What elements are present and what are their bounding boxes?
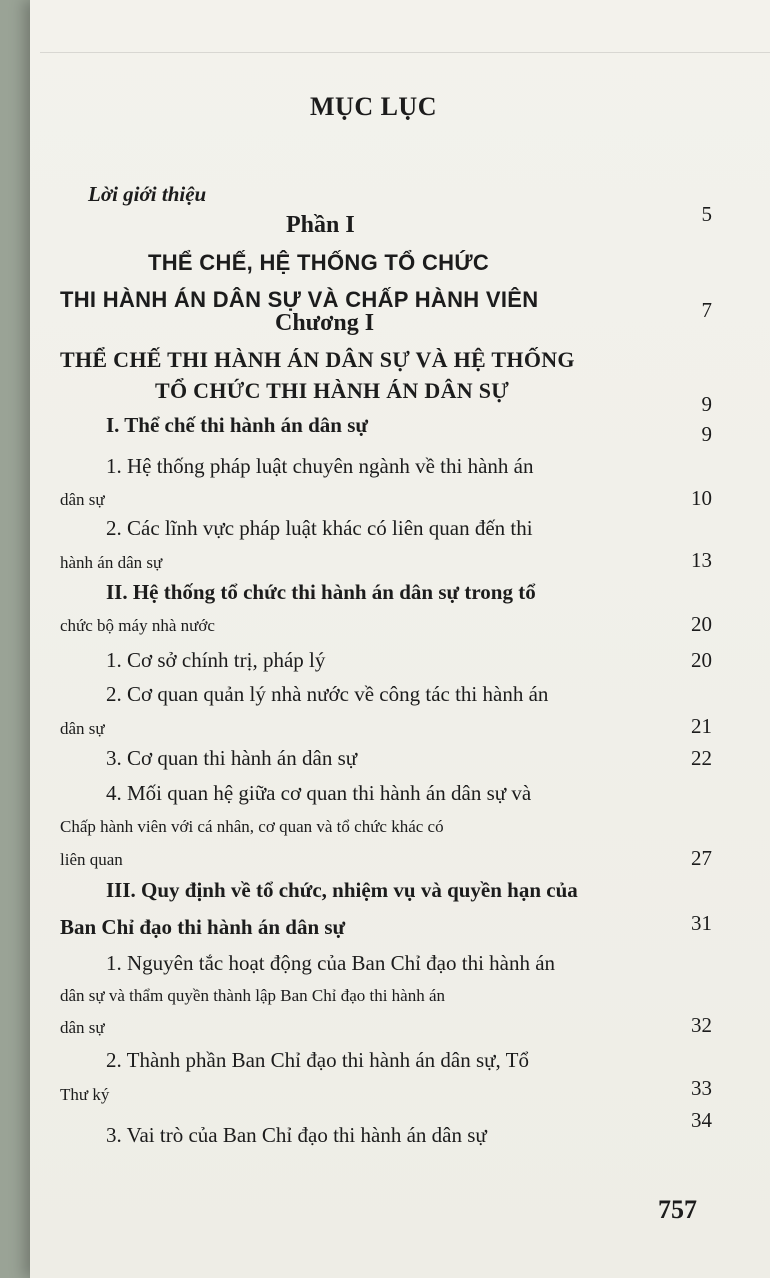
part-page: 7	[701, 298, 712, 322]
toc-entry-title: 1. Hệ thống pháp luật chuyên ngành về thi hành án	[106, 454, 534, 478]
toc-entry-page: 27	[691, 846, 712, 870]
part-title-line2: THI HÀNH ÁN DÂN SỰ VÀ CHẤP HÀNH VIÊN	[60, 287, 539, 312]
toc-entry-title: 4. Mối quan hệ giữa cơ quan thi hành án dân sự và	[106, 781, 532, 805]
header-rule	[40, 52, 770, 53]
chapter-page: 9	[701, 392, 712, 416]
toc-entry-page: 32	[691, 1013, 712, 1037]
book-page	[30, 0, 770, 1278]
toc-entry-continuation: Chấp hành viên với cá nhân, cơ quan và tổ chức khác có	[60, 817, 444, 836]
intro-label: Lời giới thiệu	[88, 182, 207, 206]
toc-entry-page: 31	[691, 911, 712, 935]
toc-entry-title: 3. Vai trò của Ban Chỉ đạo thi hành án dân sự	[106, 1123, 487, 1147]
toc-entry-title: II. Hệ thống tổ chức thi hành án dân sự trong tổ	[106, 580, 536, 604]
intro-page: 5	[701, 202, 712, 226]
toc-entry-continuation: dân sự	[60, 1018, 105, 1037]
page-title: MỤC LỤC	[310, 92, 437, 121]
toc-entry-page: 34	[691, 1108, 712, 1132]
toc-entry-title: III. Quy định về tổ chức, nhiệm vụ và quyền hạn của	[106, 878, 578, 902]
toc-entry-continuation: Ban Chỉ đạo thi hành án dân sự	[60, 915, 346, 939]
part-name: Phần I	[286, 212, 355, 238]
toc-entry-continuation: liên quan	[60, 850, 123, 869]
chapter-name: Chương I	[275, 310, 375, 336]
chapter-title-line1: THỂ CHẾ THI HÀNH ÁN DÂN SỰ VÀ HỆ THỐNG	[60, 347, 575, 372]
toc-entry-page: 20	[691, 648, 712, 672]
toc-entry-continuation: dân sự và thẩm quyền thành lập Ban Chỉ đạo thi hành án	[60, 986, 446, 1005]
toc-entry-title: 1. Cơ sở chính trị, pháp lý	[106, 648, 326, 672]
toc-entry-page: 20	[691, 612, 712, 636]
toc-entry-continuation: dân sự	[60, 719, 105, 738]
toc-entry-title: 1. Nguyên tắc hoạt động của Ban Chỉ đạo thi hành án	[106, 951, 556, 975]
toc-entry-page: 9	[701, 422, 712, 446]
part-title-line1: THỂ CHẾ, HỆ THỐNG TỔ CHỨC	[148, 250, 490, 275]
toc-entry-continuation: chức bộ máy nhà nước	[60, 616, 215, 635]
toc-entry-continuation: dân sự	[60, 490, 105, 509]
page-number: 757	[658, 1195, 697, 1224]
toc-entry-title: 2. Các lĩnh vực pháp luật khác có liên quan đến thi	[106, 516, 533, 540]
chapter-title-line2: TỔ CHỨC THI HÀNH ÁN DÂN SỰ	[155, 378, 510, 403]
toc-entry-page: 22	[691, 746, 712, 770]
toc-entry-title: 2. Cơ quan quản lý nhà nước về công tác thi hành án	[106, 682, 549, 706]
toc-entry-page: 33	[691, 1076, 712, 1100]
toc-entry-continuation: hành án dân sự	[60, 553, 163, 572]
toc-entry-continuation: Thư ký	[60, 1085, 110, 1104]
toc-entry-page: 13	[691, 548, 712, 572]
toc-entry-title: 3. Cơ quan thi hành án dân sự	[106, 746, 358, 770]
toc-entry-title: I. Thể chế thi hành án dân sự	[106, 413, 368, 437]
toc-entry-page: 10	[691, 486, 712, 510]
toc-entry-page: 21	[691, 714, 712, 738]
toc-entry-title: 2. Thành phần Ban Chỉ đạo thi hành án dân sự, Tổ	[106, 1048, 529, 1072]
